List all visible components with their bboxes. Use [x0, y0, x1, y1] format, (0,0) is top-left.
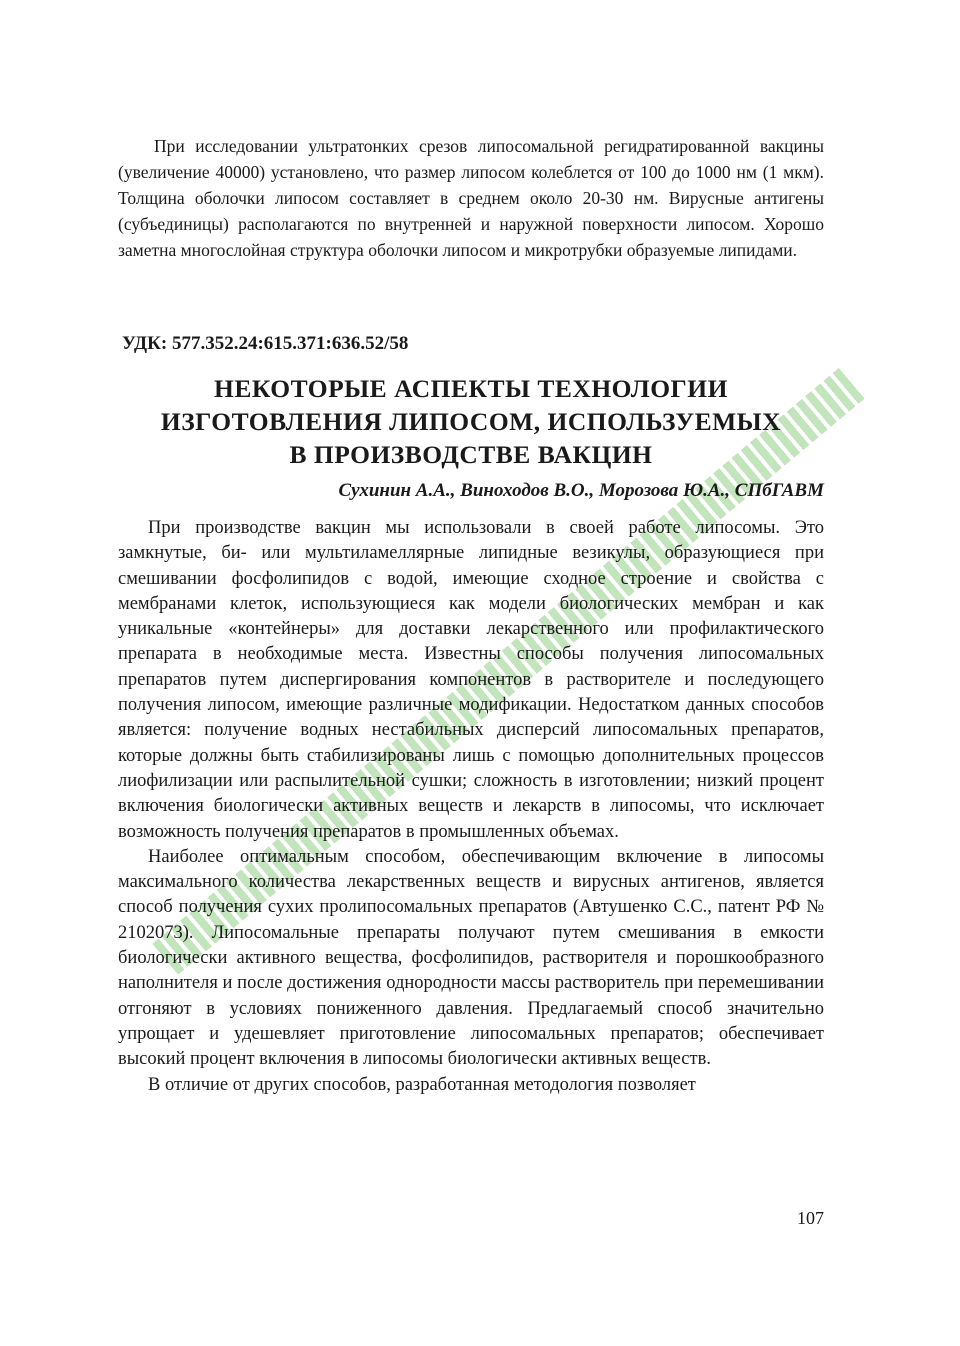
title-line: ИЗГОТОВЛЕНИЯ ЛИПОСОМ, ИСПОЛЬЗУЕМЫХ: [160, 407, 782, 436]
intro-paragraph: При исследовании ультратонких срезов липосомальной регидратированной вакцины (увеличение 40000) установлено, что размер липосом колеблется от 100 до 1000 нм (1 мкм). Толщина оболочки липосом составляет в среднем около 20-30 нм. Вирусные антигены (субъединицы) располагаются по внутренней и наружной поверхности липосом. Хорошо заметна многослойная структура оболочки липосом и микротрубки образуемые липидами.: [118, 136, 824, 260]
body-paragraph: При производстве вакцин мы использовали в своей работе липосомы. Это замкнутые, би- или мультиламеллярные липидные везикулы, образующиеся при смешивании фосфолипидов с водой, имеющие сходное строение и свойства с мембранами клеток, использующиеся как модели биологических мембран и как уникальные «контейнеры» для доставки лекарственного или профилактического препарата в необходимые места. Известны способы получения липосомальных препаратов путем диспергирования компонентов в растворителе и последующего получения липосом, имеющие различные модификации. Недостатком данных способов является: получение водных нестабильных дисперсий липосомальных препаратов, которые должны быть стабилизированы лишь с помощью дополнительных процессов лиофилизации или распылительной сушки; сложность в изготовлении; низкий процент включения биологически активных веществ и лекарств в липосомы, что исключает возможность получения препаратов в промышленных объемах.: [118, 518, 824, 842]
article-body: [118, 516, 824, 1098]
title-line: В ПРОИЗВОДСТВЕ ВАКЦИН: [289, 440, 653, 469]
article-title: [118, 372, 824, 471]
body-paragraph: Наиболее оптимальным способом, обеспечивающим включение в липосомы максимального количества лекарственных веществ и вирусных антигенов, является способ получения сухих пролипосомальных препаратов (Автушенко С.С., патент РФ № 2102073). Липосомальные препараты получают путем смешивания в емкости биологически активного вещества, фосфолипидов, растворителя и порошкообразного наполнителя и после достижения однородности массы растворитель при перемешивании отгоняют в условиях пониженного давления. Предлагаемый способ значительно упрощает и удешевляет приготовление липосомальных препаратов; обеспечивает высокий процент включения в липосомы биологически активных веществ.: [118, 846, 824, 1070]
intro-section: [118, 133, 824, 263]
page-number: 107: [797, 1208, 824, 1228]
title-line: НЕКОТОРЫЕ АСПЕКТЫ ТЕХНОЛОГИИ: [214, 374, 728, 403]
udk-code: УДК: 577.352.24:615.371:636.52/58: [122, 333, 409, 354]
authors-line: Сухинин А.А., Виноходов В.О., Морозова Ю.А., СПбГАВМ: [338, 480, 824, 501]
body-paragraph: В отличие от других способов, разработанная методология позволяет: [148, 1074, 696, 1095]
